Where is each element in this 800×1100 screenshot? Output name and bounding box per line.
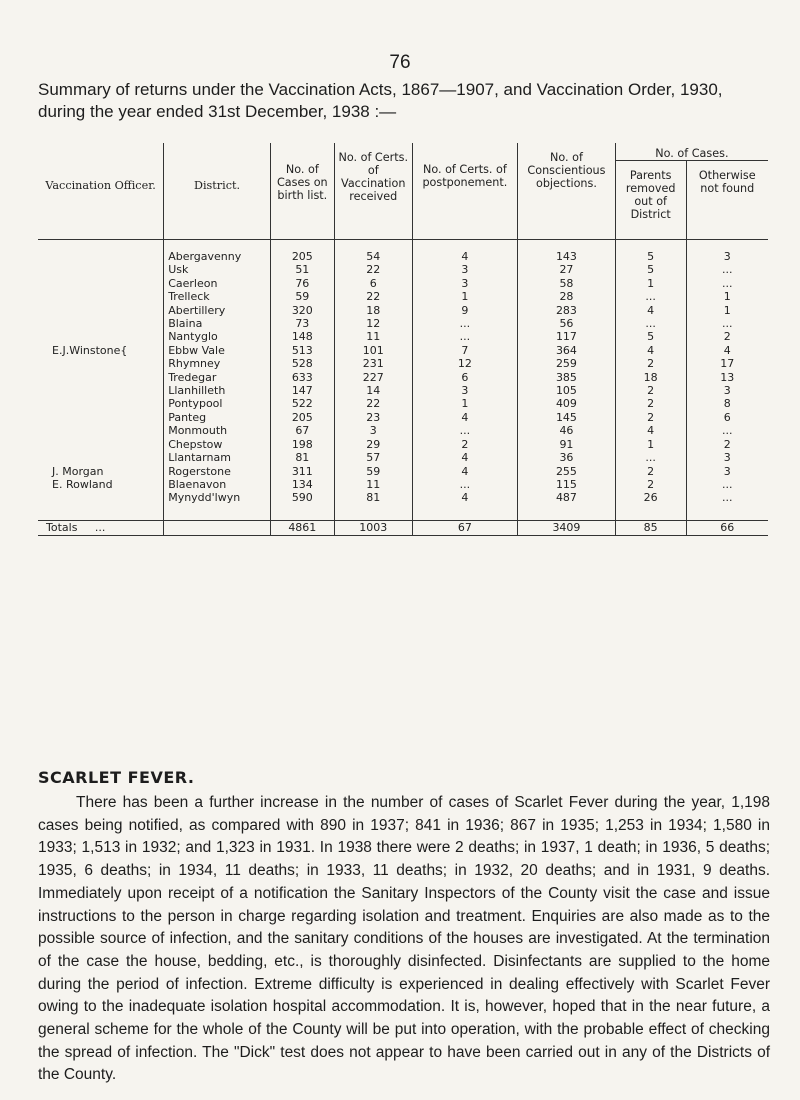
total-otherwise: 66	[686, 521, 768, 535]
table-row: Llantarnam 81 57 4 36 ... 3	[38, 451, 768, 464]
table-row: E. Rowland Blaenavon 134 11 ... 115 2 ...	[38, 478, 768, 491]
header-parents-removed: Parents removed out of District	[615, 161, 686, 240]
totals-label: Totals ...	[38, 521, 164, 535]
table-row: Llanhilleth 147 14 3 105 2 3	[38, 384, 768, 397]
header-conscientious-objections: No. of Conscientious objections.	[518, 143, 616, 240]
total-conscientious: 3409	[518, 521, 616, 535]
officer-morgan: J. Morgan	[52, 464, 104, 478]
table-row: Usk 51 22 3 27 5 ...	[38, 263, 768, 276]
totals-row	[38, 521, 768, 535]
table-heading: Summary of returns under the Vaccination Acts, 1867—1907, and Vaccination Order, 1930, during the year ended 31st December, 1938 :—	[38, 80, 723, 121]
officer-rowland: E. Rowland	[52, 477, 113, 491]
table-row: Rhymney 528 231 12 259 2 17	[38, 357, 768, 370]
header-otherwise-not-found: Otherwise not found	[686, 161, 768, 240]
header-cases-on-birth-list: No. of Cases on birth list.	[270, 143, 334, 240]
total-postponement: 67	[412, 521, 517, 535]
table-row: Caerleon 76 6 3 58 1 ...	[38, 277, 768, 290]
table-row: Panteg 205 23 4 145 2 6	[38, 411, 768, 424]
header-no-of-cases: No. of Cases.	[615, 143, 768, 161]
table-row: Mynydd'lwyn 590 81 4 487 26 ...	[38, 491, 768, 504]
table-row: Chepstow 198 29 2 91 1 2	[38, 438, 768, 451]
officer-cell	[38, 250, 164, 263]
total-removed: 85	[615, 521, 686, 535]
page-number: 76	[389, 52, 411, 73]
table-row: Monmouth 67 3 ... 46 4 ...	[38, 424, 768, 437]
table-row: Abertillery 320 18 9 283 4 1	[38, 304, 768, 317]
section-title: SCARLET FEVER.	[38, 768, 195, 787]
total-vaccination: 1003	[334, 521, 412, 535]
header-district: District.	[164, 143, 271, 240]
table-row: Tredegar 633 227 6 385 18 13	[38, 371, 768, 384]
table-row: Blaina 73 12 ... 56 ... ...	[38, 317, 768, 330]
total-cases: 4861	[270, 521, 334, 535]
vaccination-returns-table	[38, 143, 768, 536]
scarlet-fever-paragraph: There has been a further increase in the number of cases of Scarlet Fever during the year, 1,198 cases being notified, as compared with 890 in 1937; 841 in 1936; 867 in 1935; 1,253 in 1934; 1,580 in 1933; 1,513 in 1932; and 1,323 in 1931. In 1938 there were 2 deaths; in 1937, 1 death; in 1936, 5 deaths; 1935, 6 deaths; in 1934, 11 deaths; in 1933, 11 deaths; in 1932, 20 deaths; and in 1931, 9 deaths. Immediately upon receipt of a notification the Sanitary Inspectors of the County visit the case and issue instructions to the person in charge regarding isolation and treatment. Enquiries are also made as to the possible source of infection, and the sanitary conditions of the houses are investigated. At the termination of the case the house, bedding, etc., is thoroughly disinfected. Disinfectants are supplied to the home during the period of infection. Extreme difficulty is experienced in dealing effectively with Scarlet Fever owing to the inadequate isolation hospital accommodation. It is, however, hoped that in the near future, a general scheme for the whole of the County will be put into operation, with the probable effect of checking the spread of infection. The "Dick" test does not appear to have been carried out in any of the Districts of the County.	[38, 794, 770, 1084]
table-row: Abergavenny 205 54 4 143 5 3	[38, 250, 768, 263]
table-row: E.J.Winstone{ Ebbw Vale 513 101 7 364 4 4	[38, 344, 768, 357]
table-row: J. Morgan Rogerstone 311 59 4 255 2 3	[38, 465, 768, 478]
table-row: Trelleck 59 22 1 28 ... 1	[38, 290, 768, 303]
table-row: Nantyglo 148 11 ... 117 5 2	[38, 330, 768, 343]
header-vaccination-officer: Vaccination Officer.	[45, 179, 156, 192]
header-certs-of-postponement: No. of Certs. of postponement.	[412, 143, 517, 240]
header-certs-of-vaccination: No. of Certs. of Vaccination received	[334, 143, 412, 240]
table-row: Pontypool 522 22 1 409 2 8	[38, 397, 768, 410]
officer-winstone: E.J.Winstone{	[52, 343, 128, 357]
